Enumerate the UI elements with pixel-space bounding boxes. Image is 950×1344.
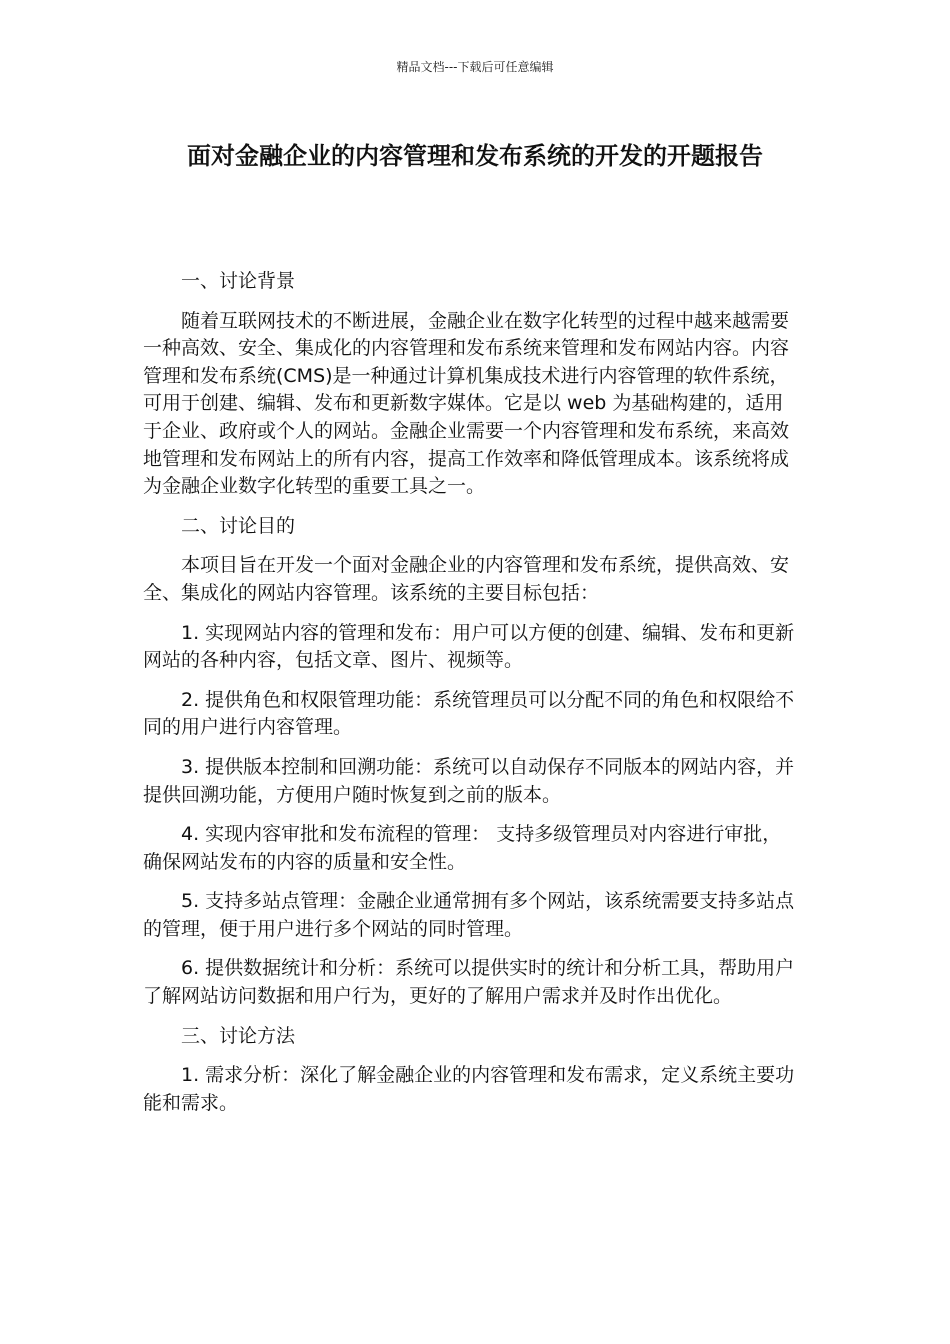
background-paragraph: 随着互联网技术的不断进展，金融企业在数字化转型的过程中越来越需要一种高效、安全、集成化的内容管理和发布系统来管理和发布网站内容。内容管理和发布系统(CMS)是一种通过计算机集成技术进行内容管理的软件系统，可用于创建、编辑、发布和更新数字媒体。它是以 web 为基础构建的，适用于企业、政府或个人的网站。金融企业需要一个内容管理和发布系统，来高效地管理和发布网站上的所有内容，提高工作效率和降低管理成本。该系统将成为金融企业数字化转型的重要工具之一。 (143, 309, 790, 498)
purpose-item-3: 3. 提供版本控制和回溯功能：系统可以自动保存不同版本的网站内容，并提供回溯功能，方便用户随时恢复到之前的版本。 (143, 755, 795, 806)
section-heading-method: 三、讨论方法 (181, 1024, 296, 1047)
document-body (143, 268, 799, 1129)
section-heading-background: 一、讨论背景 (181, 270, 296, 292)
section-heading-purpose: 二、讨论目的 (181, 514, 296, 537)
purpose-intro-paragraph: 本项目旨在开发一个面对金融企业的内容管理和发布系统，提供高效、安全、集成化的网站内容管理。该系统的主要目标包括： (143, 554, 790, 604)
document-title: 面对金融企业的内容管理和发布系统的开发的开题报告 (187, 142, 763, 170)
purpose-item-2: 2. 提供角色和权限管理功能：系统管理员可以分配不同的角色和权限给不同的用户进行内容管理。 (143, 688, 795, 739)
page-header-note: 精品文档---下载后可任意编辑 (396, 60, 554, 74)
purpose-item-5: 5. 支持多站点管理：金融企业通常拥有多个网站，该系统需要支持多站点的管理，便于用户进行多个网站的同时管理。 (143, 890, 795, 940)
purpose-item-1: 1. 实现网站内容的管理和发布：用户可以方便的创建、编辑、发布和更新网站的各种内容，包括文章、图片、视频等。 (143, 621, 795, 672)
method-item-1: 1. 需求分析：深化了解金融企业的内容管理和发布需求，定义系统主要功能和需求。 (143, 1064, 795, 1114)
purpose-item-4: 4. 实现内容审批和发布流程的管理： 支持多级管理员对内容进行审批，确保网站发布的内容的质量和安全性。 (143, 823, 782, 873)
purpose-item-6: 6. 提供数据统计和分析：系统可以提供实时的统计和分析工具，帮助用户了解网站访问数据和用户行为，更好的了解用户需求并及时作出优化。 (143, 957, 795, 1008)
